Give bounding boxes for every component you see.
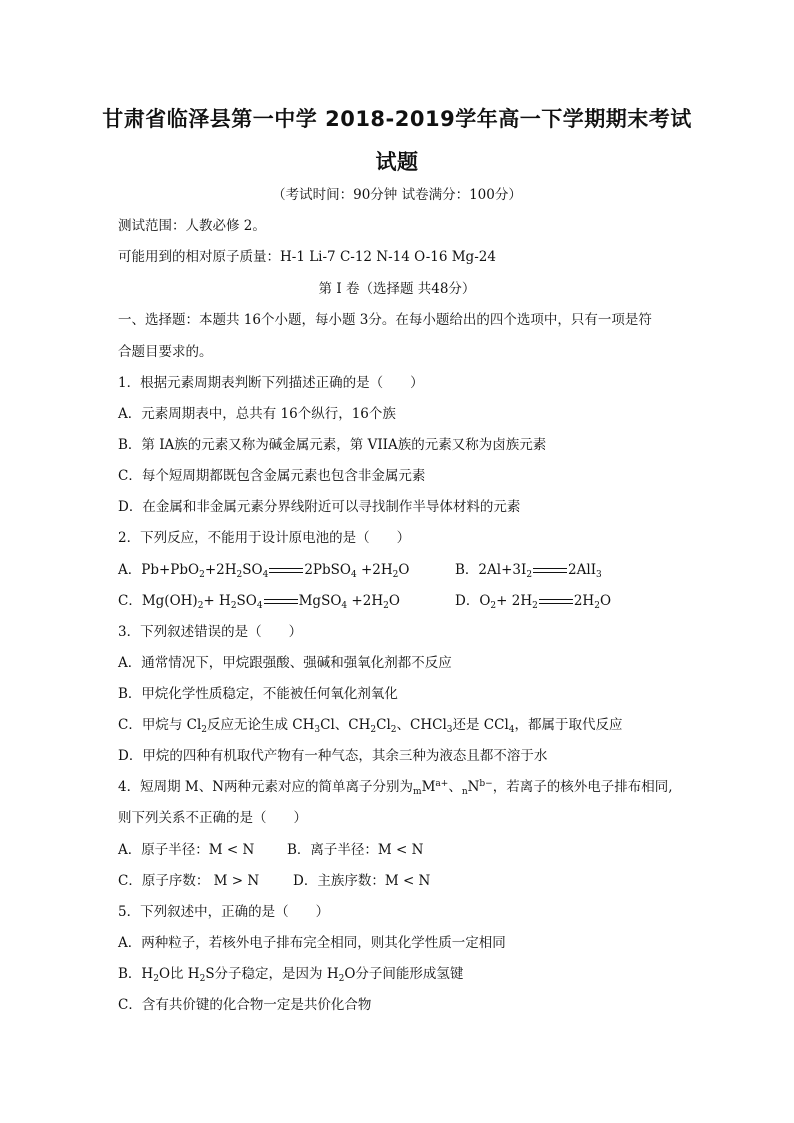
equals-sign-icon [269,568,303,573]
q3-option-b: B．甲烷化学性质稳定，不能被任何氧化剂氧化 [118,686,398,702]
q1-option-d: D．在金属和非金属元素分界线附近可以寻找制作半导体材料的元素 [118,499,521,515]
q1-option-a: A．元素周期表中，总共有 16个纵行，16个族 [118,406,396,422]
q2-option-c: C．$Mg(OH)_2+ H_2SO_4$ MgSO$_4$ $+2H_2O$ [118,593,400,611]
equals-sign-icon [264,599,298,604]
q4-option-a: A．原子半径：M < N [118,842,255,858]
q4-option-b: B．离子半径：M < N [287,842,424,858]
q5-stem: 5．下列叙述中，正确的是（ ） [118,904,330,920]
q5-option-b: B．$H_2O$比 $H_2S$分子稳定，是因为 $H_2O$分子间能形成氢键 [118,966,464,984]
q4-stem: 4．短周期 M、N两种元素对应的简单离子分别为$_mM^{a+}$、$_nN^{b-}$，若离子的核外电子排布相同, [118,779,673,797]
q2-option-a: A．$Pb+PbO_2+2H_2SO_4$ 2PbSO$_4$ $+2H_2O$ [118,562,410,580]
option-label: C． [118,593,142,609]
q3-option-c: C．甲烷与 $Cl_2$反应无论生成 $CH_3Cl$、$CH_2Cl_2$、CHCl$_3$还是 CCl$_4$，都属于取代反应 [118,717,623,735]
q4-stem-line-2: 则下列关系不正确的是（ ） [118,810,307,826]
title-line-2: 试题 [375,150,419,174]
q2-option-d: D．$O_2+ 2H_2$ $2H_2O$ [455,593,612,611]
instructions-line-1: 一、选择题：本题共 16个小题，每小题 3分。在每小题给出的四个选项中，只有一项是符 [118,312,652,328]
q2-option-b: B．$2Al+3I_2$ 2AlI$_3$ [455,562,602,580]
q2-stem: 2．下列反应，不能用于设计原电池的是（ ） [118,530,411,546]
title-line-1: 甘肃省临泽县第一中学 2018-2019学年高一下学期期末考试 [102,107,692,131]
q3-option-d: D．甲烷的四种有机取代产物有一种气态，其余三种为液态且都不溶于水 [118,748,548,764]
option-label: A． [118,562,142,578]
q5-option-a: A．两种粒子，若核外电子排布完全相同，则其化学性质一定相同 [118,935,506,951]
equals-sign-icon [539,599,573,604]
option-label: D． [455,593,480,609]
equals-sign-icon [533,568,567,573]
exam-info: （考试时间：90分钟 试卷满分：100分） [272,187,522,203]
q5-option-c: C．含有共价键的化合物一定是共价化合物 [118,997,372,1013]
atomic-masses: 可能用到的相对原子质量：H-1 Li-7 C-12 N-14 O-16 Mg-24 [118,249,496,265]
q3-option-a: A．通常情况下，甲烷跟强酸、强碱和强氧化剂都不反应 [118,655,452,671]
q4-option-c: C．原子序数： M > N [118,873,260,889]
q1-option-b: B．第 IA族的元素又称为碱金属元素，第 VIIA族的元素又称为卤族元素 [118,437,547,453]
q4-option-d: D．主族序数：M < N [293,873,431,889]
option-label: B． [455,562,479,578]
q1-option-c: C．每个短周期都既包含金属元素也包含非金属元素 [118,468,426,484]
section-title: 第 I 卷（选择题 共48分） [318,281,476,297]
instructions-line-2: 合题目要求的。 [118,344,213,360]
q3-stem: 3．下列叙述错误的是（ ） [118,624,303,640]
test-scope: 测试范围：人教必修 2。 [118,218,266,234]
q1-stem: 1．根据元素周期表判断下列描述正确的是（ ） [118,375,424,391]
